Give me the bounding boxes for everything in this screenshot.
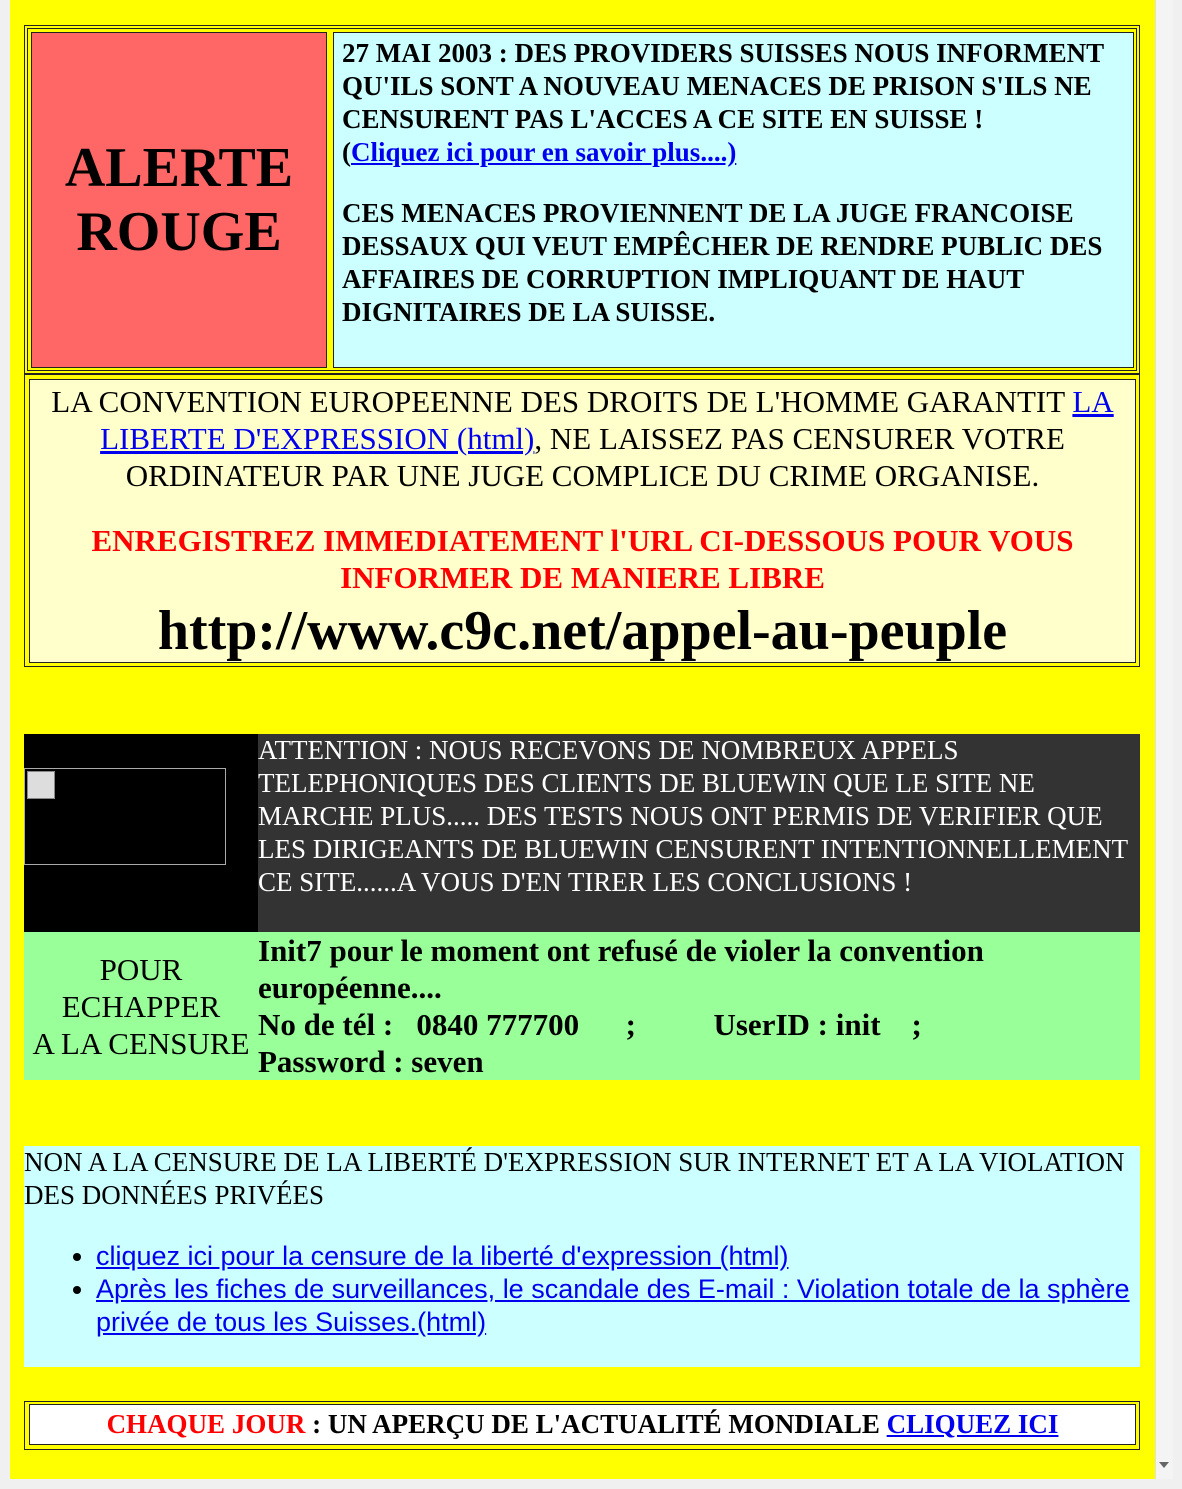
escape-line1: POUR — [99, 951, 183, 987]
convention-text-after: , NE LAISSEZ PAS CENSURER VOTRE ORDINATEUR PAR UNE JUGE COMPLICE DU CRIME ORGANISE. — [125, 421, 1065, 493]
daily-news-link[interactable]: CLIQUEZ ICI — [886, 1409, 1059, 1439]
broken-image — [24, 768, 226, 865]
alerte-headline-line1: ALERTE — [64, 137, 294, 199]
alert-link-line — [342, 136, 1125, 169]
escape-censorship-label — [24, 932, 258, 1080]
init7-info-line1: Init7 pour le moment ont refusé de violer la convention européenne.... — [258, 933, 992, 1005]
convention-cell — [29, 379, 1136, 663]
init7-credentials: No de tél : 0840 777700 ; UserID : init ; — [258, 1007, 922, 1042]
alert-paragraph-1: 27 MAI 2003 : DES PROVIDERS SUISSES NOUS INFORMENT QU'ILS SONT A NOUVEAU MENACES DE PRISON S'ILS NE CENSURENT PAS L'ACCES A CE SITE EN SUISSE ! — [342, 38, 1104, 134]
alerte-rouge-banner — [31, 32, 327, 368]
list-item — [96, 1273, 1140, 1339]
more-info-link[interactable]: Cliquez ici pour en savoir plus....) — [351, 137, 737, 167]
escape-line3: A LA CENSURE — [32, 1025, 250, 1061]
daily-description: : UN APERÇU DE L'ACTUALITÉ MONDIALE — [305, 1409, 887, 1439]
site-url: http://www.c9c.net/appel-au-peuple — [157, 600, 1008, 662]
list-item — [96, 1240, 1140, 1273]
broken-image-icon — [27, 771, 55, 799]
convention-text — [42, 383, 1123, 494]
register-url-notice: ENREGISTREZ IMMEDIATEMENT l'URL CI-DESSOUS POUR VOUS INFORMER DE MANIERE LIBRE — [91, 523, 1074, 595]
alerte-headline-line2: ROUGE — [76, 201, 282, 263]
bluewin-notice: ATTENTION : NOUS RECEVONS DE NOMBREUX APPELS TELEPHONIQUES DES CLIENTS DE BLUEWIN QUE LE SITE NE MARCHE PLUS..... DES TESTS NOUS ONT PERMIS DE VERIFIER QUE LES DIRIGEANTS DE BLUEWIN CENSURENT INTENTIONNELLEMENT CE SITE......A VOUS D'EN TIRER LES CONCLUSIONS ! — [258, 734, 1140, 932]
alert-paragraph-2: CES MENACES PROVIENNENT DE LA JUGE FRANCOISE DESSAUX QUI VEUT EMPÊCHER DE RENDRE PUBLIC DES AFFAIRES DE CORRUPTION IMPLIQUANT DE HAUT DIGNITAIRES DE LA SUISSE. — [342, 198, 1103, 327]
daily-news-cell — [29, 1404, 1136, 1445]
scroll-down-arrow-icon[interactable] — [1159, 1462, 1169, 1468]
daily-label: CHAQUE JOUR — [106, 1409, 306, 1439]
init7-info — [258, 932, 1140, 1080]
privacy-heading: NON A LA CENSURE DE LA LIBERTÉ D'EXPRESSION SUR INTERNET ET A LA VIOLATION DES DONNÉES PRIVÉES — [24, 1147, 1125, 1210]
censure-link[interactable]: cliquez ici pour la censure de la liberté d'expression (html) — [96, 1241, 789, 1271]
alert-message-cell — [333, 32, 1134, 368]
alert-link-paren: ( — [342, 137, 351, 167]
privacy-section — [24, 1146, 1140, 1367]
escape-line2: ECHAPPER — [61, 988, 221, 1024]
privacy-links-list — [24, 1240, 1140, 1339]
liberte-expression-link[interactable]: LA LIBERTE D'EXPRESSION (html) — [100, 384, 1114, 456]
convention-text-before: LA CONVENTION EUROPEENNE DES DROITS DE L'HOMME GARANTIT — [51, 384, 1073, 419]
email-scandal-link[interactable]: Après les fiches de surveillances, le scandale des E-mail : Violation totale de la sphère privée de tous les Suisses.(html) — [96, 1274, 1130, 1337]
init7-password: Password : seven — [258, 1044, 484, 1079]
vertical-scrollbar[interactable] — [1155, 0, 1173, 1479]
